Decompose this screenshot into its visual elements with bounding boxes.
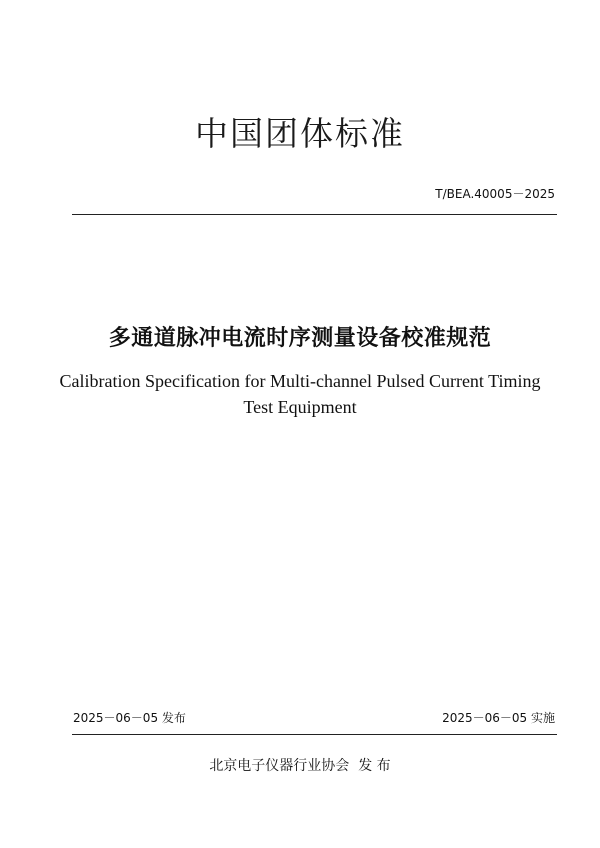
release-date: 2025－06－05 发布 [73,711,186,725]
bottom-divider [72,734,557,735]
publisher: 北京电子仪器行业协会 发 布 [209,758,391,774]
top-divider [72,214,557,215]
document-title-en-line2: Test Equipment [243,397,357,417]
standard-category-title: 中国团体标准 [195,114,405,153]
document-title-en [40,368,560,420]
effective-date: 2025－06－05 实施 [442,711,555,725]
standard-number: T/BEA.40005－2025 [435,187,555,201]
document-title-cn: 多通道脉冲电流时序测量设备校准规范 [108,326,492,351]
document-title-en-line1: Calibration Specification for Multi-channel Pulsed Current Timing [59,371,541,391]
